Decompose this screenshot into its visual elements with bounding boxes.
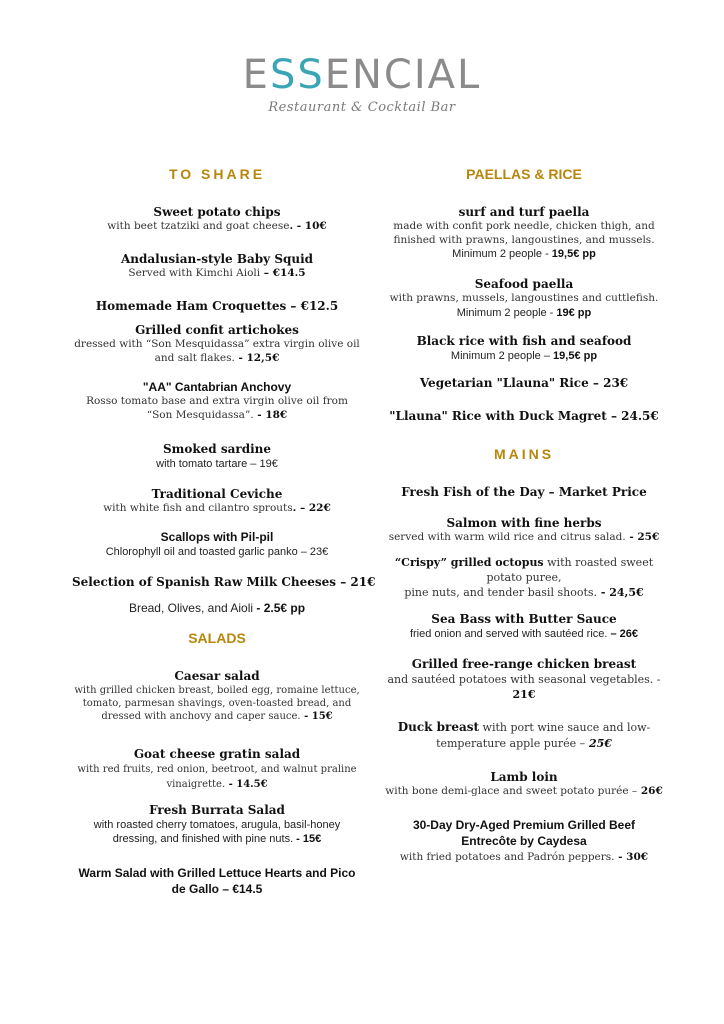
menu-item: Salmon with fine herbs served with warm wild rice and citrus salad. - 25€ (388, 516, 660, 543)
menu-item: Scallops with Pil-pil Chlorophyll oil and toasted garlic panko – 23€ (105, 530, 329, 558)
menu-item: Andalusian-style Baby Squid Served with Kimchi Aioli – €14.5 (120, 252, 314, 279)
menu-item: Grilled confit artichokes dressed with “Son Mesquidassa” extra virgin olive oil and salt flakes. - 12,5€ (74, 323, 360, 364)
menu-item: Smoked sardine with tomato tartare – 19€ (156, 442, 278, 470)
menu-item: Fresh Burrata Salad with roasted cherry tomatoes, arugula, basil-honey dressing, and finished with pine nuts. - 15€ (93, 803, 341, 845)
menu-item: Vegetarian "Llauna" Rice – 23€ (419, 376, 629, 390)
menu-item: Grilled free-range chicken breast and sautéed potatoes with seasonal vegetables. - 21€ (387, 657, 661, 701)
logo-wordmark: ESSENCIAL (242, 52, 482, 98)
menu-item: Goat cheese gratin salad with red fruits, red onion, beetroot, and walnut praline vinaigrette. - 14.5€ (77, 747, 357, 790)
restaurant-logo (0, 52, 724, 115)
menu-item: Selection of Spanish Raw Milk Cheeses – 21€ (72, 575, 376, 589)
menu-item: Warm Salad with Grilled Lettuce Hearts and Pico de Gallo – €14.5 (78, 866, 356, 896)
menu-item: Black rice with fish and seafood Minimum 2 people – 19,5€ pp (416, 334, 632, 362)
menu-item: Homemade Ham Croquettes – €12.5 (95, 299, 339, 313)
menu-item: Sea Bass with Butter Sauce fried onion and served with sautéed rice. – 26€ (409, 612, 639, 640)
menu-item: 30-Day Dry-Aged Premium Grilled Beef Entrecôte by Caydesa with fried potatoes and Padrón peppers. - 30€ (399, 818, 649, 863)
menu-item: Seafood paella with prawns, mussels, langoustines and cuttlefish. Minimum 2 people - 19€ pp (389, 277, 659, 319)
logo-accent-letters: SS (269, 52, 325, 98)
paellas-heading: PAELLAS & RICE (466, 166, 582, 182)
logo-subtitle: Restaurant & Cocktail Bar (268, 100, 456, 115)
menu-item: Caesar salad with grilled chicken breast, boiled egg, romaine lettuce, tomato, parmesan shavings, oven-toasted bread, and dressed with anchovy and caper sauce. - 15€ (74, 669, 360, 722)
menu-item: Fresh Fish of the Day – Market Price (401, 485, 647, 499)
menu-item: Traditional Ceviche with white fish and cilantro sprouts. – 22€ (103, 487, 331, 514)
menu-item: surf and turf paella made with confit pork needle, chicken thigh, and finished with prawns, langoustines, and mussels. Minimum 2 people - 19,5€ pp (393, 205, 655, 260)
menu-item: Duck breast with port wine sauce and low-temperature apple purée – 25€ (397, 720, 651, 750)
menu-item: Bread, Olives, and Aioli - 2.5€ pp (128, 601, 306, 615)
menu-item: "Llauna" Rice with Duck Magret – 24.5€ (389, 409, 659, 423)
menu-item: Lamb loin with bone demi-glace and sweet potato purée – 26€ (385, 770, 663, 797)
salads-heading: SALADS (188, 630, 246, 646)
menu-item: "AA" Cantabrian Anchovy Rosso tomato base and extra virgin olive oil from “Son Mesquidassa”. - 18€ (86, 380, 348, 421)
menu-item: “Crispy” grilled octopus with roasted sweet potato puree, pine nuts, and tender basil shoots. - 24,5€ (394, 556, 654, 599)
menu-item: Sweet potato chips with beet tzatziki and goat cheese. - 10€ (107, 205, 327, 232)
mains-heading: MAINS (493, 446, 555, 462)
to-share-heading: TO SHARE (168, 166, 266, 182)
